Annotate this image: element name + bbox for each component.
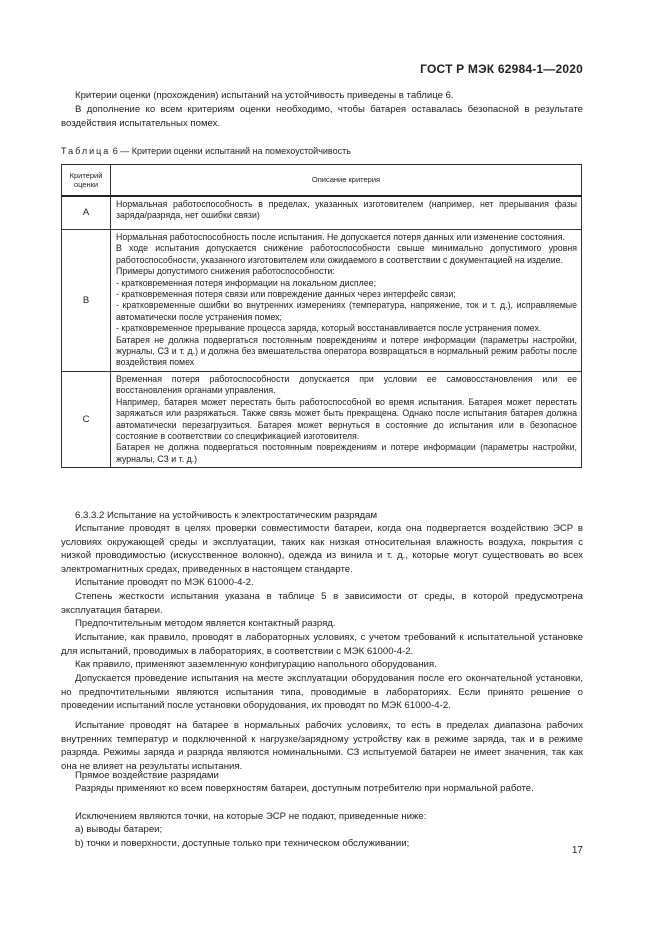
table-row-a bbox=[62, 196, 582, 230]
list-item: b) точки и поверхности, доступные только при техническом обслуживании; bbox=[75, 838, 410, 849]
description-cell bbox=[111, 230, 582, 372]
table-header-row bbox=[62, 165, 582, 197]
body-paragraph: Как правило, применяют заземленную конфигурацию напольного оборудования. bbox=[75, 659, 437, 670]
body-paragraph: Испытание проводят по МЭК 61000-4-2. bbox=[75, 577, 254, 588]
grade-cell: C bbox=[62, 371, 111, 467]
grade-cell: A bbox=[62, 196, 111, 230]
body-paragraph: Испытание проводят на батарее в нормальных рабочих условиях, то есть в пределах диапазона рабочих внутренних температур и подключенной к нагрузке/зарядному устройству как в режиме заряда, так и в режиме разряда. Режимы заряда и разряда являются номинальными. СЗ испытуемой батареи не имеет значения, так как она не влияет на результаты испытания. bbox=[61, 720, 583, 772]
list-item: а) выводы батареи; bbox=[75, 824, 163, 835]
description-line: - кратковременная потеря связи или повреждение данных через интерфейс связи; bbox=[116, 289, 456, 300]
criteria-table bbox=[61, 164, 582, 468]
description-line: Батарея не должна подвергаться постоянным повреждениям и потере информации (параметры настройки, журналы, СЗ и т. д.) bbox=[116, 442, 577, 464]
header-criterion: Критерий оценки bbox=[62, 165, 111, 197]
description-line: Нормальная работоспособность в пределах, указанных изготовителем (например, нет прерывания фазы заряда/разряда, нет ошибки связи) bbox=[116, 199, 577, 221]
page-number: 17 bbox=[571, 845, 583, 856]
description-line: - кратковременная потеря информации на локальном дисплее; bbox=[116, 277, 377, 288]
body-paragraph: Предпочтительным методом является контактный разряд. bbox=[75, 618, 336, 629]
body-paragraph: Испытание проводят в целях проверки совместимости батареи, когда она подвергается воздействию ЭСР в условиях окружающей среды и эксплуатации, таких как низкая относительная влажность воздуха, покрытия с низкой проводимостью (искусственное волокно), одежда из винила и т. д., которые могут существовать во всех электромагнитных средах, приведенных в настоящем стандарте. bbox=[61, 523, 583, 575]
description-line: - кратковременные ошибки во внутренних измерениях (температура, напряжение, ток и т. д.), исправляемые автоматически после устранения помех; bbox=[116, 300, 577, 322]
table-row-b bbox=[62, 230, 582, 372]
document-code: ГОСТ Р МЭК 62984-1—2020 bbox=[420, 62, 583, 76]
body-paragraph: Прямое воздействие разрядами bbox=[75, 770, 219, 781]
intro-paragraph-2: В дополнение ко всем критериям оценки необходимо, чтобы батарея оставалась безопасной в результате воздействия испытательных помех. bbox=[61, 104, 583, 129]
description-line: Временная потеря работоспособности допускается при условии ее самовосстановления или ее восстановления органами управления. bbox=[116, 373, 577, 396]
description-cell bbox=[111, 196, 582, 230]
table-row-c bbox=[62, 371, 582, 467]
body-paragraph: Разряды применяют ко всем поверхностям батареи, доступным потребителю при нормальной работе. bbox=[75, 783, 534, 794]
description-line: Нормальная работоспособность после испытания. Не допускается потеря данных или изменение состояния. bbox=[116, 232, 565, 242]
description-line: Примеры допустимого снижения работоспособности: bbox=[116, 266, 335, 277]
body-paragraph: Степень жесткости испытания указана в таблице 5 в зависимости от среды, в которой предусмотрена эксплуатация батареи. bbox=[61, 591, 583, 616]
description-line: В ходе испытания допускается снижение работоспособности свыше минимально допустимого уровня работоспособности, указанного изготовителем или ожидаемого в соответствии с документацией на изделие. bbox=[116, 243, 577, 265]
description-line: Например, батарея может перестать быть работоспособной во время испытания. Батарея может перестать заряжаться или разряжаться. Также связь может быть прекращена. Однако после испытания батарея должна автоматически перезагрузиться. Батарея может вернуться в состояние до испытания или в безопасное состояние в соответствии со спецификацией изготовителя. bbox=[116, 396, 577, 441]
section-heading: 6.3.3.2 Испытание на устойчивость к электростатическим разрядам bbox=[75, 510, 378, 521]
body-paragraph: Испытание, как правило, проводят в лабораторных условиях, с учетом требований к испытательной установке для испытаний, проводимых в лабораториях, в соответствии с МЭК 61000-4-2. bbox=[61, 632, 583, 657]
header-description: Описание критерия bbox=[111, 165, 582, 197]
description-line: - кратковременное прерывание процесса заряда, который восстанавливается после устранения помех. bbox=[116, 323, 542, 334]
body-paragraph: Исключением являются точки, на которые ЭСР не подают, приведенные ниже: bbox=[75, 811, 427, 822]
intro-paragraph-1: Критерии оценки (прохождения) испытаний на устойчивость приведены в таблице 6. bbox=[75, 90, 454, 101]
description-cell bbox=[111, 371, 582, 467]
body-paragraph: Допускается проведение испытания на месте эксплуатации оборудования после его окончательной установки, но предпочтительными являются испытания типа, проводимые в лабораториях. Если принято решение о проведении испытаний после установки оборудования, их проводят по МЭК 61000-4-2. bbox=[61, 673, 583, 712]
grade-cell: B bbox=[62, 230, 111, 372]
table-caption-text: 6 — Критерии оценки испытаний на помехоустойчивость bbox=[110, 146, 351, 156]
description-line: Батарея не должна подвергаться постоянным повреждениям и потере информации (параметры настройки, журналы, СЗ и т. д.) и должна без вмешательства оператора возвращаться в нормальный режим работы после воздействия помех bbox=[116, 334, 577, 368]
table-caption-prefix: Таблица bbox=[61, 146, 111, 156]
table-caption bbox=[61, 146, 351, 156]
